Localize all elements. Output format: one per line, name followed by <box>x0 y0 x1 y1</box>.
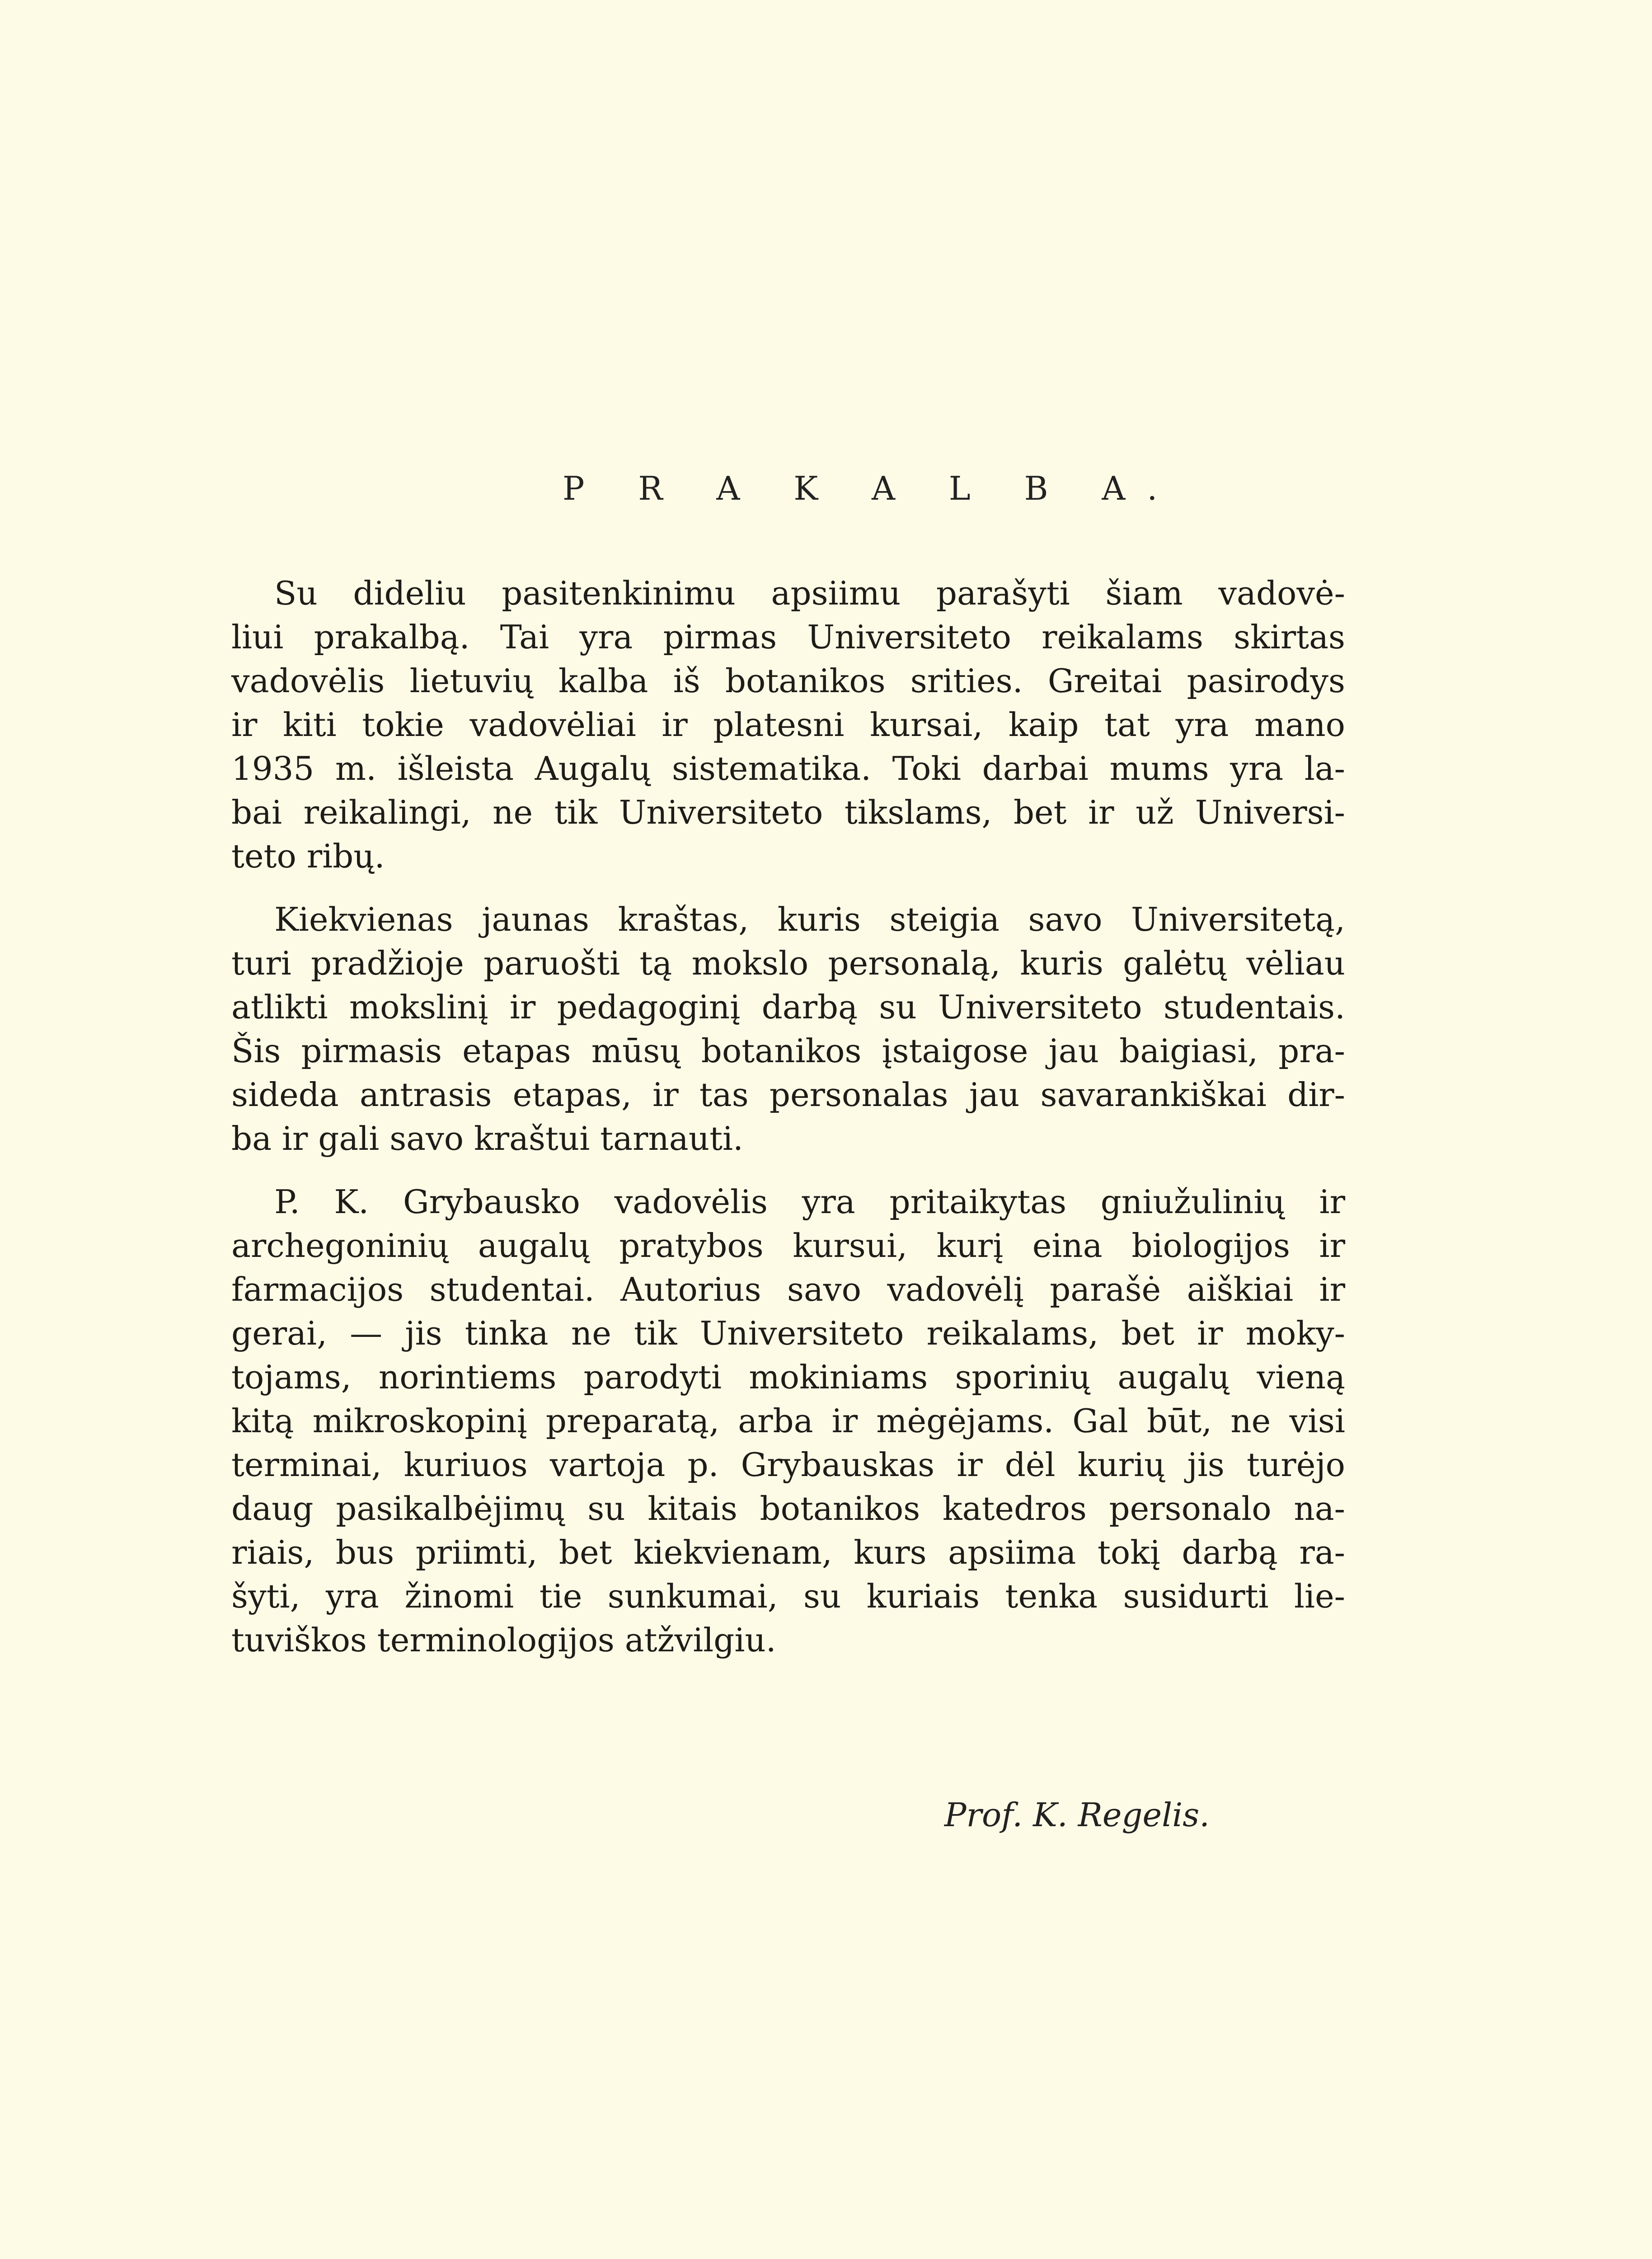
text-line: P. K. Grybausko vadovėlis yra pritaikytas gniužulinių ir <box>274 1183 1345 1221</box>
paragraph-2 <box>231 898 1345 1161</box>
text-line: Su dideliu pasitenkinimu apsiimu parašyti šiam vadovė- <box>274 574 1345 612</box>
text-line: ba ir gali savo kraštui tarnauti. <box>231 1120 743 1158</box>
text-line: vadovėlis lietuvių kalba iš botanikos srities. Greitai pasirodys <box>231 662 1345 700</box>
paragraph-1 <box>231 572 1345 878</box>
text-line: kitą mikroskopinį preparatą, arba ir mėgėjams. Gal būt, ne visi <box>231 1402 1345 1440</box>
text-line: 1935 m. išleista Augalų sistematika. Toki darbai mums yra la- <box>231 750 1345 787</box>
text-line: terminai, kuriuos vartoja p. Grybauskas ir dėl kurių jis turėjo <box>231 1446 1345 1484</box>
preface-body <box>231 572 1345 1662</box>
text-line: atlikti mokslinį ir pedagoginį darbą su Universiteto studentais. <box>231 988 1345 1026</box>
author-signature: Prof. K. Regelis. <box>944 1796 1210 1834</box>
text-line: daug pasikalbėjimų su kitais botanikos katedros personalo na- <box>231 1490 1345 1528</box>
text-line: šyti, yra žinomi tie sunkumai, su kuriais tenka susidurti lie- <box>231 1577 1345 1615</box>
text-line: sideda antrasis etapas, ir tas personalas jau savarankiškai dir- <box>231 1076 1345 1114</box>
text-line: Šis pirmasis etapas mūsų botanikos įstaigose jau baigiasi, pra- <box>231 1032 1345 1070</box>
text-line: teto ribų. <box>231 837 385 875</box>
text-line: ir kiti tokie vadovėliai ir platesni kursai, kaip tat yra mano <box>231 706 1345 744</box>
text-line: tuviškos terminologijos atžvilgiu. <box>231 1621 776 1659</box>
text-line: tojams, norintiems parodyti mokiniams sporinių augalų vieną <box>231 1358 1345 1396</box>
paragraph-3 <box>231 1180 1345 1662</box>
text-line: liui prakalbą. Tai yra pirmas Universiteto reikalams skirtas <box>231 618 1345 656</box>
text-line: farmacijos studentai. Autorius savo vadovėlį parašė aiškiai ir <box>231 1270 1345 1308</box>
text-line: riais, bus priimti, bet kiekvienam, kurs apsiima tokį darbą ra- <box>231 1533 1345 1571</box>
text-line: turi pradžioje paruošti tą mokslo personalą, kuris galėtų vėliau <box>231 944 1345 982</box>
text-line: bai reikalingi, ne tik Universiteto tikslams, bet ir už Universi- <box>231 793 1345 831</box>
text-line: archegoninių augalų pratybos kursui, kurį eina biologijos ir <box>231 1227 1345 1265</box>
text-line: Kiekvienas jaunas kraštas, kuris steigia savo Universitetą, <box>274 900 1345 938</box>
text-line: gerai, — jis tinka ne tik Universiteto reikalams, bet ir moky- <box>231 1314 1345 1352</box>
page-title: P R A K A L B A. <box>563 469 1179 507</box>
